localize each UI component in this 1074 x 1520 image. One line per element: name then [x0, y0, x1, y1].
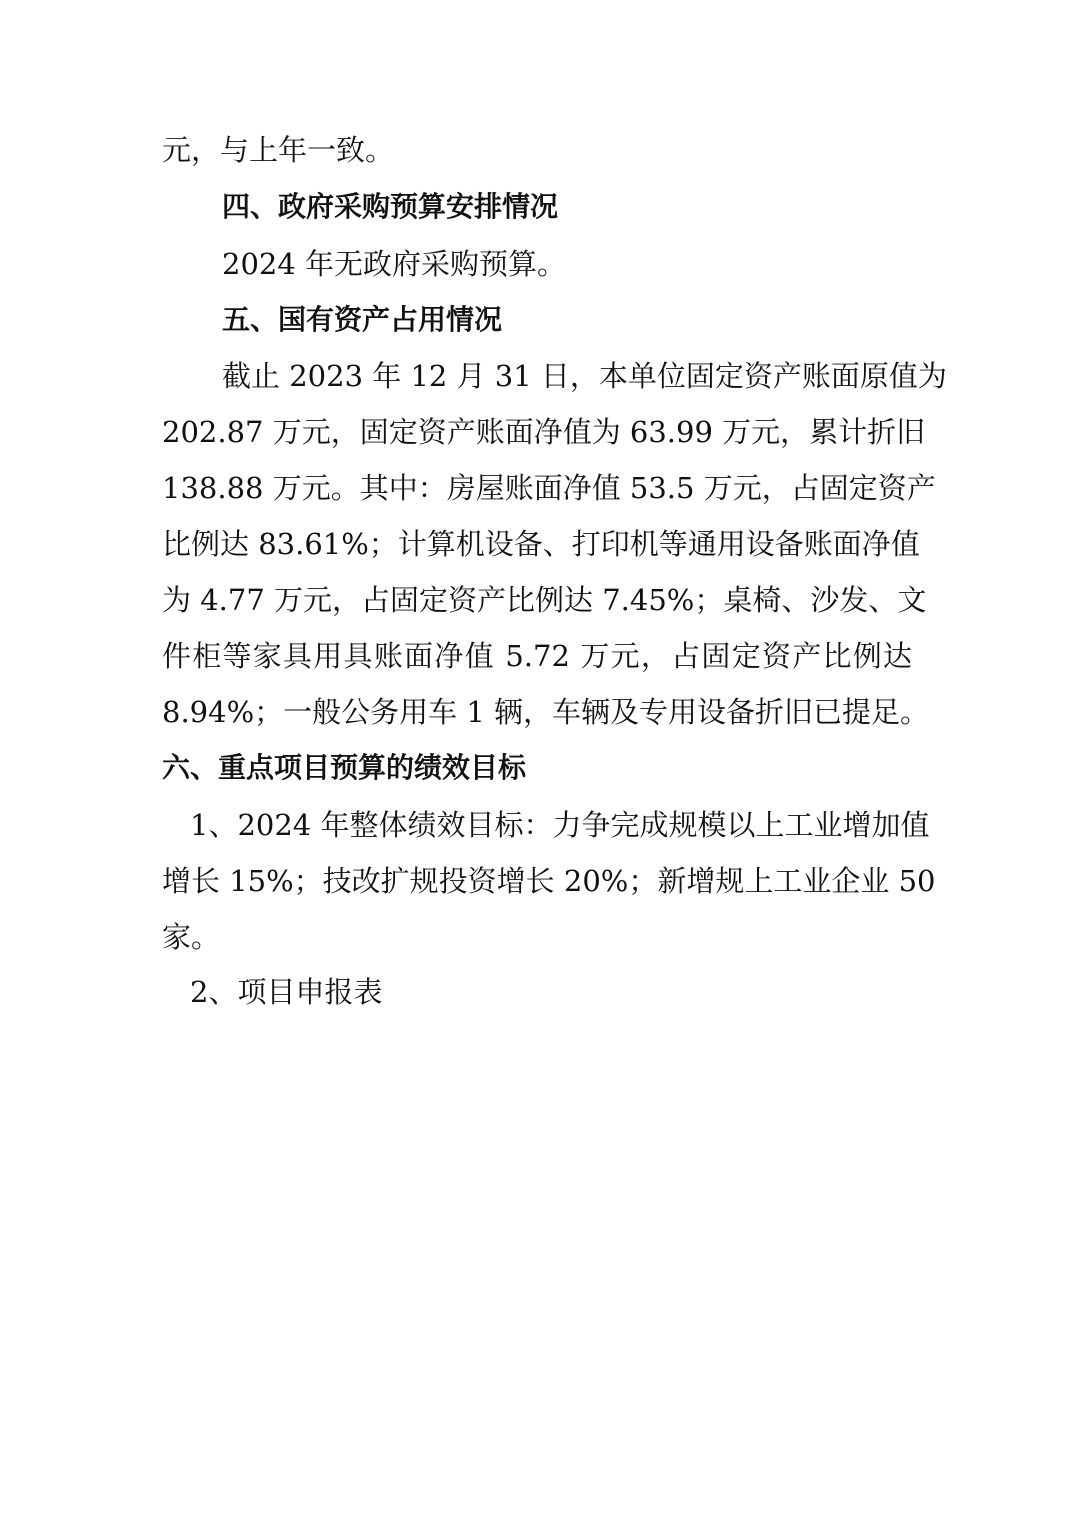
body-text-line: 为 4.77 万元，占固定资产比例达 7.45%；桌椅、沙发、文	[162, 583, 927, 617]
body-text-line: 2024 年无政府采购预算。	[222, 247, 567, 281]
section-heading-assets: 五、国有资产占用情况	[222, 303, 503, 336]
body-text-line: 2、项目申报表	[190, 975, 383, 1009]
body-text-line: 增长 15%；技改扩规投资增长 20%；新增规上工业企业 50	[162, 864, 936, 898]
body-text-line: 比例达 83.61%；计算机设备、打印机等通用设备账面净值	[162, 527, 920, 561]
body-text-line: 件柜等家具用具账面净值 5.72 万元，占固定资产比例达	[162, 639, 912, 673]
body-text-line: 202.87 万元，固定资产账面净值为 63.99 万元，累计折旧	[162, 415, 926, 449]
body-text-line: 截止 2023 年 12 月 31 日，本单位固定资产账面原值为	[222, 359, 947, 393]
body-text-line: 家。	[162, 920, 221, 954]
body-text-line: 元，与上年一致。	[162, 133, 395, 167]
body-text-line: 1、2024 年整体绩效目标：力争完成规模以上工业增加值	[190, 808, 930, 842]
body-text-line: 8.94%；一般公务用车 1 辆，车辆及专用设备折旧已提足。	[162, 695, 930, 729]
section-heading-performance: 六、重点项目预算的绩效目标	[162, 751, 527, 784]
section-heading-procurement: 四、政府采购预算安排情况	[222, 190, 559, 223]
body-text-line: 138.88 万元。其中：房屋账面净值 53.5 万元，占固定资产	[162, 471, 936, 505]
